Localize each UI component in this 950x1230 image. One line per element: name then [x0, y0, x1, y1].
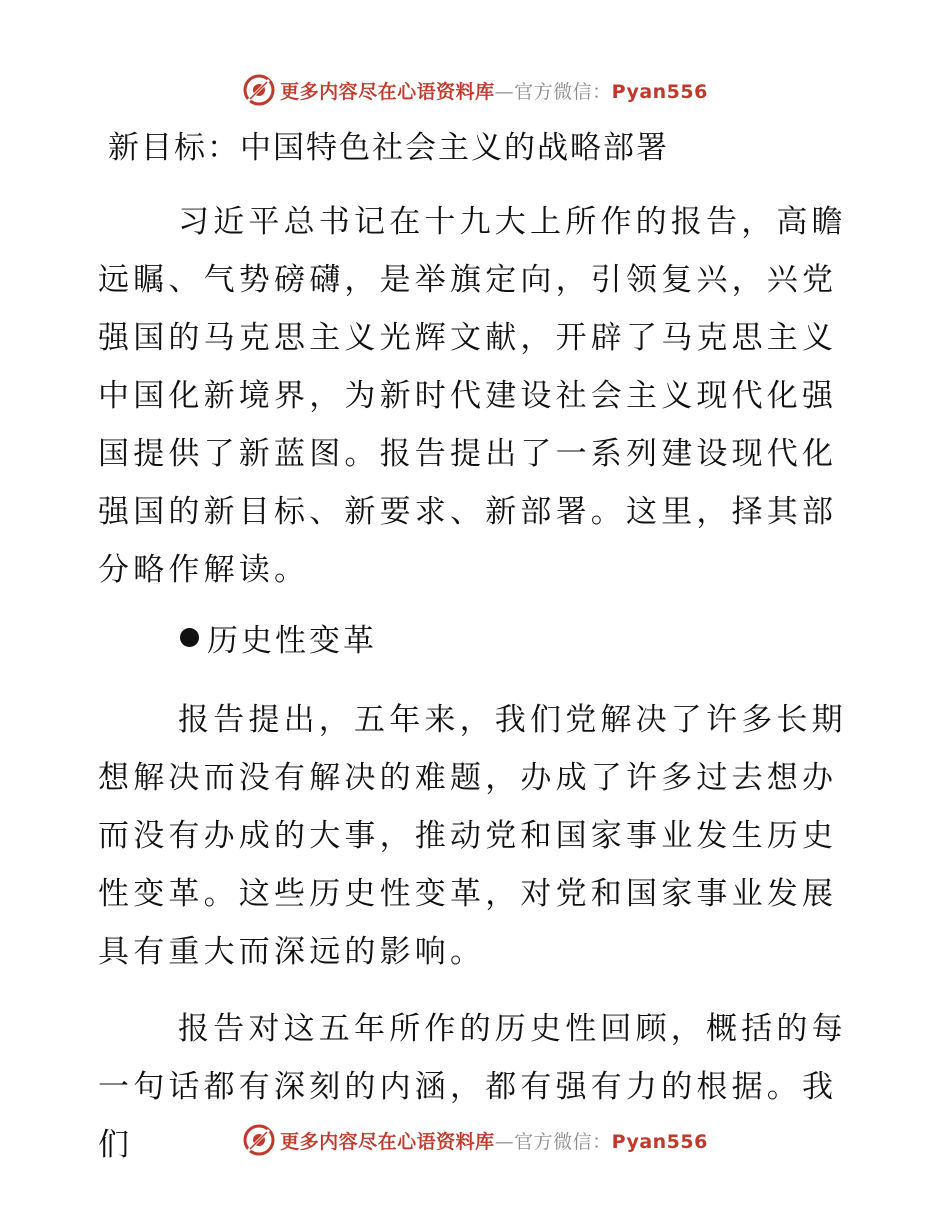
- bullet-icon: [180, 628, 199, 647]
- section-heading: [180, 615, 377, 660]
- logo-icon: [242, 73, 276, 107]
- watermark-dash: —: [494, 80, 515, 103]
- paragraph-changes: 报告提出，五年来，我们党解决了许多长期想解决而没有解决的难题，办成了许多过去想办而没有办成的大事，推动党和国家事业发生历史性变革。这些历史性变革，对党和国家事业发展具有重大而深远的影响。: [98, 702, 847, 970]
- watermark-dash: —: [494, 1130, 515, 1153]
- paragraph-review: 报告对这五年所作的历史性回顾，概括的每一句话都有深刻的内涵，都有强有力的根据。我们: [98, 1011, 847, 1163]
- watermark-text: [280, 77, 708, 104]
- watermark-sub: 官方微信：: [514, 80, 612, 103]
- watermark-id: Pyan556: [611, 1130, 708, 1153]
- paragraph-intro: 习近平总书记在十九大上所作的报告，高瞻远瞩、气势磅礴，是举旗定向，引领复兴，兴党强国的马克思主义光辉文献，开辟了马克思主义中国化新境界，为新时代建设社会主义现代化强国提供了新蓝图。报告提出了一系列建设现代化强国的新目标、新要求、新部署。这里，择其部分略作解读。: [98, 204, 847, 588]
- section-heading-text: 历史性变革: [207, 623, 377, 659]
- watermark-id: Pyan556: [611, 80, 708, 103]
- logo-icon: [242, 1123, 276, 1157]
- footer-watermark: [0, 1120, 950, 1160]
- header-watermark: [0, 70, 950, 110]
- watermark-text: [280, 1127, 708, 1154]
- watermark-main: 更多内容尽在心语资料库: [280, 80, 495, 103]
- watermark-sub: 官方微信：: [514, 1130, 612, 1153]
- page-title: 新目标：中国特色社会主义的战略部署: [108, 130, 669, 166]
- watermark-main: 更多内容尽在心语资料库: [280, 1130, 495, 1153]
